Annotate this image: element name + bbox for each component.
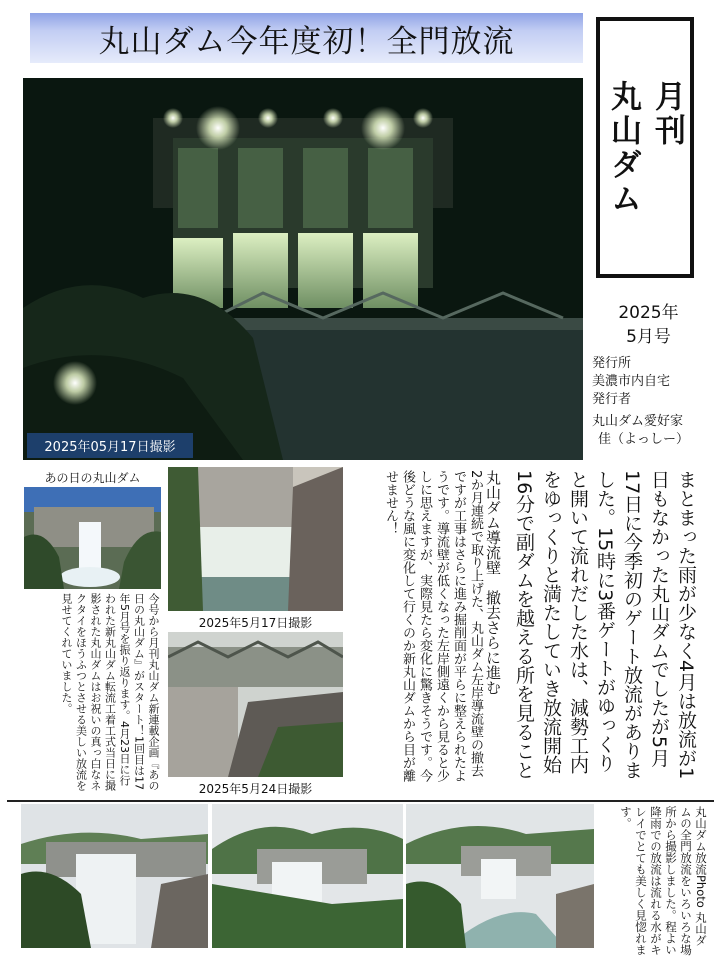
serial-thumbnail-photo bbox=[24, 487, 161, 589]
caption-may24: 2025年5月24日撮影 bbox=[198, 782, 313, 796]
photo-may17 bbox=[168, 467, 343, 611]
main-photo-caption: 2025年05月17日撮影 bbox=[27, 433, 193, 458]
masthead-line2: 丸山ダム bbox=[605, 79, 641, 216]
section-divider bbox=[7, 800, 714, 802]
strip-photo-1 bbox=[21, 804, 208, 948]
strip-photo-2 bbox=[212, 804, 403, 948]
photo-note: 丸山ダム放流Photo 丸山ダムの全門放流をいろいろな場所から撮影しました。程よい降雨での放流は流れる水がキレイでとても美しく見惚れます。 bbox=[619, 806, 708, 956]
article-guide-wall-body: 2か月連続で取り上げた、丸山ダム左岸導流壁の撤去ですが工事はさらに進み掘削面が平らに整えられたようです。導流壁が低くなった左岸側遠くから見ると少しに思えますが、実際見たら変化に驚きそうです。今後どうな風に変化して行くのか新丸山ダムから目が離せません！ bbox=[383, 470, 483, 782]
publisher-issuer: 丸山ダム愛好家 bbox=[592, 414, 684, 429]
publisher-issuer-name: 佳（よっしー） bbox=[598, 432, 690, 447]
masthead-box bbox=[596, 17, 694, 278]
caption-may17: 2025年5月17日撮影 bbox=[198, 616, 313, 630]
photo-may24 bbox=[168, 632, 343, 777]
masthead-line1: 月刊 bbox=[649, 79, 685, 148]
article-guide-wall bbox=[350, 470, 502, 790]
main-dam-night-photo bbox=[23, 78, 583, 460]
serial-label: あの日の丸山ダム bbox=[44, 471, 141, 485]
headline-banner: 丸山ダム今年度初！全門放流 bbox=[30, 13, 583, 63]
strip-photo-3 bbox=[406, 804, 594, 948]
article-guide-wall-title: 丸山ダム導流壁 撤去さらに進む bbox=[484, 470, 502, 695]
publisher-office: 美濃市内自宅 bbox=[592, 374, 671, 389]
serial-article: 今号から月刊丸山ダム新連載企画『あの日の丸山ダム』がスタート！1回目は17年5月号を振り返ります。4月23日に行われた新丸山ダム転流工着工式当日に撮影された丸山ダムはお祝いの真っ白なネクタイをほうふつとさせる美しい放流を見せてくれていました。 bbox=[60, 593, 160, 791]
issue-month: 5月号 bbox=[626, 327, 671, 347]
issue-year: 2025年 bbox=[618, 303, 679, 323]
lead-article: まとまった雨が少なく4月は放流が1日もなかった丸山ダムでしたが5月17日に今季初のゲート放流がありました。15時に3番ゲートがゆっくりと開いて流れだした水は、減勢工内をゆっくりと満たしていき放流開始16分で副ダムを越える所を見ること bbox=[513, 470, 697, 780]
publisher-office-label: 発行所 bbox=[592, 356, 632, 371]
publisher-issuer-label: 発行者 bbox=[592, 392, 632, 407]
